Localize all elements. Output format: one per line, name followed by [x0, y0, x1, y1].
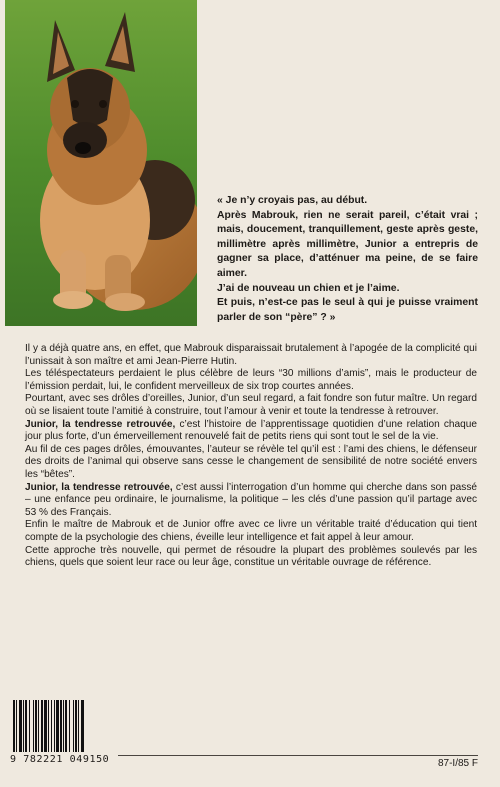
barcode-bar [56, 700, 59, 752]
quote-block [217, 194, 478, 325]
paragraph: Cette approche très nouvelle, qui permet de résoudre la plupart des problèmes soulevés par les chiens, quels que soient leur race ou leur âge, constitue un véritable ouvrage de référence. [25, 544, 477, 569]
barcode-bar [48, 700, 49, 752]
divider [118, 755, 478, 756]
barcode-bar [63, 700, 64, 752]
barcode-bar [81, 700, 84, 752]
isbn-number: 9 782221 049150 [10, 754, 110, 765]
paragraph-text: c’est aussi l’interrogation d’un homme qui cherche dans son passé – une enfance peu ordinaire, le journalisme, la politique – les clés d’une passion qu’il partage avec 53 % des Français. [25, 481, 477, 518]
book-title-bold: Junior, la tendresse retrouvée, [25, 481, 173, 493]
quote-line: Et puis, n’est-ce pas le seul à qui je puisse vraiment parler de son “père” ? » [217, 297, 478, 323]
barcode-bar [25, 700, 27, 752]
quote-line: Après Mabrouk, rien ne serait pareil, c’était vrai ; mais, doucement, tranquillement, geste après geste, millimètre après millimètre, Junior a entrepris de gagner sa place, d’atténuer ma peine, de se faire aimer. [217, 209, 478, 279]
barcode [11, 700, 107, 756]
paragraph: Les téléspectateurs perdaient le plus célèbre de leurs “30 millions d’amis”, mais le producteur de l’émission perdait, lui, le confident merveilleux de six trop courtes années. [25, 368, 477, 392]
paragraph [25, 419, 477, 444]
barcode-bar [35, 700, 37, 752]
barcode-bar [13, 700, 15, 752]
paragraph: Il y a déjà quatre ans, en effet, que Mabrouk disparaissait brutalement à l’apogée de la complicité qui l’unissait à son maître et ami Jean-Pierre Hutin. [25, 343, 477, 367]
barcode-bar [44, 700, 47, 752]
barcode-bar [75, 700, 77, 752]
paragraph: Au fil de ces pages drôles, émouvantes, l’auteur se révèle tel qu’il est : l’ami des chiens, le défenseur des droits de l’animal qui observe sans cesse le changement de sensibilité de notre société envers les “bêtes”. [25, 443, 477, 480]
paragraph-text: c’est l’histoire de l’apprentissage quotidien d’une relation chaque jour plus forte, d’un émerveillement renouvelé fait de petits riens qui sont tout le sel de la vie. [25, 418, 478, 443]
book-title-bold: Junior, la tendresse retrouvée, [25, 418, 176, 430]
barcode-bar [51, 700, 52, 752]
blurb-text [25, 343, 477, 570]
paragraph: Enfin le maître de Mabrouk et de Junior offre avec ce livre un véritable traité d’éducation qui tient compte de la psychologie des chiens, éveille leur intelligence et fait appel à leur amour. [25, 519, 477, 543]
barcode-bar [54, 700, 55, 752]
catalog-code: 87-I/85 F [437, 758, 478, 769]
paragraph: Pourtant, avec ses drôles d’oreilles, Junior, d’un seul regard, a fait fondre son futur maître. Un regard où se lisaient toute l’amitié à construire, tout l’amour à venir et toute la tendresse à retrouver. [25, 393, 477, 417]
barcode-bar [60, 700, 62, 752]
barcode-bar [69, 700, 70, 752]
barcode-bar [29, 700, 30, 752]
barcode-bar [19, 700, 22, 752]
barcode-bar [23, 700, 24, 752]
german-shepherd-dog-photo [5, 0, 197, 326]
dog-photo [5, 0, 197, 326]
barcode-bar [41, 700, 43, 752]
barcode-bar [38, 700, 39, 752]
quote-line: J’ai de nouveau un chien et je l’aime. [217, 282, 400, 294]
barcode-bar [78, 700, 79, 752]
barcode-bar [16, 700, 17, 752]
barcode-bar [73, 700, 74, 752]
barcode-bar [65, 700, 67, 752]
paragraph [25, 482, 477, 520]
quote-line: « Je n’y croyais pas, au début. [217, 195, 368, 206]
barcode-bar [33, 700, 34, 752]
